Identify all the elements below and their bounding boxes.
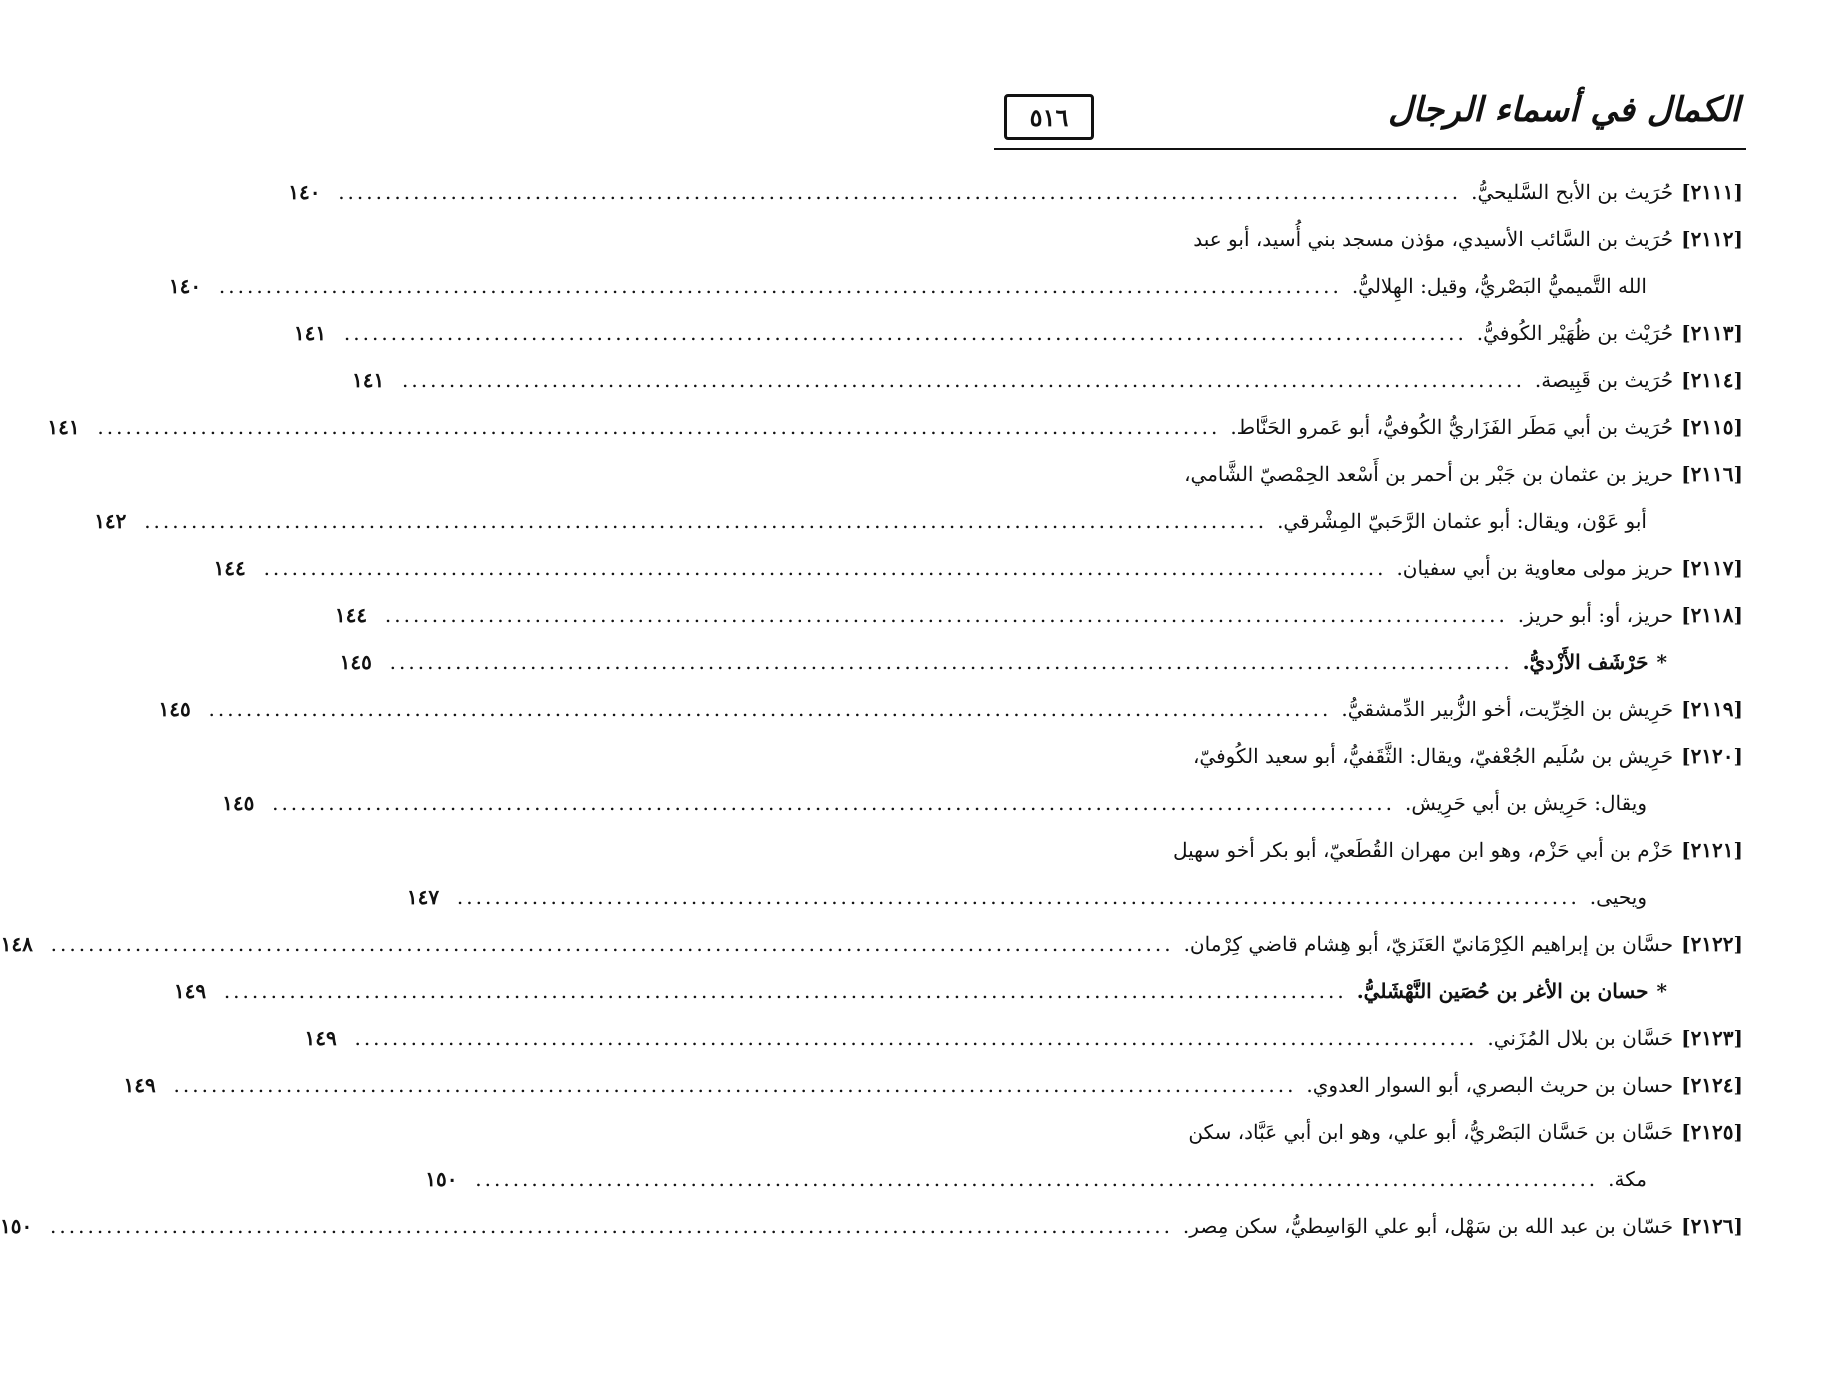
- index-entry: [352, 356, 1743, 403]
- entry-number: [٢١١٩]: [1681, 696, 1743, 721]
- entry-text: حَرِيش بن سُلَيم الجُعْفيّ، ويقال: الثَّقَفيُّ، أبو سعيد الكُوفيّ،: [1192, 743, 1674, 768]
- entry-number: [٢١٢٥]: [1681, 1119, 1743, 1144]
- entry-number: [٢١٢٠]: [1681, 743, 1743, 768]
- entry-number: [٢١١٢]: [1681, 226, 1743, 251]
- entry-text: حَزْم بن أبي حَزْم، وهو ابن مهران القُطَعيّ، أبو بكر أخو سهيل: [1173, 837, 1674, 862]
- asterisk-marker: *: [1656, 978, 1667, 1003]
- page-header: [994, 88, 1746, 150]
- entry-number: [٢١١٧]: [1681, 555, 1743, 580]
- entry-number: [٢١٢٣]: [1681, 1025, 1743, 1050]
- entry-text: حسان بن حريث البصري، أبو السوار العدوي.: [1306, 1072, 1674, 1097]
- page-reference: ١٥٠: [0, 1213, 33, 1238]
- page-reference: ١٤١: [352, 367, 385, 392]
- dot-leader: ........................................................................................................................: [343, 320, 1467, 345]
- index-entry: [213, 544, 1743, 591]
- dot-leader: ........................................................................................................................: [402, 367, 1525, 392]
- entry-number: [٢١١٣]: [1681, 320, 1743, 345]
- index-entries: [0, 168, 1743, 1249]
- entry-number: [٢١٢٤]: [1681, 1072, 1743, 1097]
- dot-leader: ........................................................................................................................: [263, 555, 1387, 580]
- asterisk-marker: *: [1656, 649, 1667, 674]
- page-reference: ١٤٩: [173, 978, 207, 1003]
- page-reference: ١٤٥: [339, 649, 372, 674]
- entry-text: حريز بن عثمان بن جَبْر بن أحمر بن أَسْعد الحِمْصيّ الشَّامي،: [1184, 461, 1674, 486]
- dot-leader: ........................................................................................................................: [456, 884, 1580, 909]
- dot-leader: ........................................................................................................................: [50, 931, 1174, 956]
- entry-text: حُرَيث بن قَبِيصة.: [1534, 367, 1674, 392]
- dot-leader: ........................................................................................................................: [50, 1213, 1173, 1238]
- dot-leader: ........................................................................................................................: [384, 602, 1508, 627]
- entry-number: [٢١٢٢]: [1681, 931, 1743, 956]
- starred-entry: [173, 967, 1743, 1014]
- entry-text: حريز، أو: أبو حريز.: [1517, 602, 1674, 627]
- page-reference: ١٤٠: [168, 273, 202, 298]
- entry-text: حُرَيْث بن ظُهَيْر الكُوفيُّ.: [1476, 320, 1674, 345]
- page-reference: ١٤٩: [304, 1025, 337, 1050]
- entry-number: [٢١١٥]: [1681, 414, 1743, 439]
- dot-leader: ........................................................................................................................: [272, 790, 1395, 815]
- index-entry: [47, 403, 1743, 450]
- page-reference: ١٤٧: [406, 884, 440, 909]
- index-entry: [995, 732, 1743, 779]
- entry-text: حسان بن الأغر بن حُصَين النَّهْشَليُّ.: [1356, 978, 1649, 1003]
- entry-text: حَرِيش بن الخِرِّيت، أخو الزُّبير الدِّمشقيُّ.: [1341, 696, 1674, 721]
- entry-number: [٢١٢٦]: [1681, 1213, 1743, 1238]
- page-number: ٥١٦: [1029, 102, 1069, 132]
- entry-text: حريز مولى معاوية بن أبي سفيان.: [1396, 555, 1674, 580]
- entry-text: أبو عَوْن، ويقال: أبو عثمان الرَّحَبيّ المِشْرقي.: [1277, 508, 1647, 533]
- entry-text: حَسَّان بن بلال المُزَني.: [1487, 1025, 1674, 1050]
- dot-leader: ........................................................................................................................: [389, 649, 1513, 674]
- page-reference: ١٤٩: [123, 1072, 156, 1097]
- entry-text: حُرَيث بن أبي مَطَر الفَزَاريُّ الكُوفيُّ، أبو عَمرو الحَنَّاط.: [1230, 414, 1674, 439]
- index-entry: [995, 826, 1743, 873]
- index-entry: [293, 309, 1743, 356]
- dot-leader: ........................................................................................................................: [338, 179, 1462, 204]
- page-reference: ١٤٥: [158, 696, 191, 721]
- page-reference: ١٤١: [47, 414, 80, 439]
- dot-leader: ........................................................................................................................: [144, 508, 1268, 533]
- index-entry: [995, 1108, 1743, 1155]
- entry-text: مكة.: [1608, 1166, 1647, 1191]
- index-entry: [334, 591, 1743, 638]
- dot-leader: ........................................................................................................................: [223, 978, 1347, 1003]
- entry-number: [٢١١٨]: [1681, 602, 1743, 627]
- entry-text: ويحيى.: [1589, 884, 1647, 909]
- entry-text: حُرَيث بن السَّائب الأسيدي، مؤذن مسجد بني أُسيد، أبو عبد: [1193, 226, 1674, 251]
- entry-text: حَسّان بن عبد الله بن سَهْل، أبو علي الوَاسِطيُّ، سكن مِصر.: [1182, 1213, 1674, 1238]
- dot-leader: ........................................................................................................................: [475, 1166, 1599, 1191]
- index-entry: [123, 1061, 1743, 1108]
- page-reference: ١٤٤: [213, 555, 246, 580]
- page-reference: ١٤١: [293, 320, 327, 345]
- index-entry-continuation: [94, 497, 1743, 544]
- page-reference: ١٤٤: [334, 602, 368, 627]
- index-entry: [995, 450, 1743, 497]
- page-reference: ١٤٢: [94, 508, 127, 533]
- dot-leader: ........................................................................................................................: [173, 1072, 1297, 1097]
- index-entry: [304, 1014, 1743, 1061]
- page-reference: ١٥٠: [425, 1166, 458, 1191]
- index-entry-continuation: [406, 873, 1743, 920]
- entry-number: [٢١٢١]: [1681, 837, 1743, 862]
- index-entry: [995, 215, 1743, 262]
- entry-text: حسَّان بن إبراهيم الكِرْمَانيّ العَنَزيّ، أبو هِشام قاضي كِرْمان.: [1183, 931, 1674, 956]
- page-number-box: [1004, 94, 1094, 140]
- entry-text: حَسَّان بن حَسَّان البَصْريُّ، أبو علي، وهو ابن أبي عَبَّاد، سكن: [1188, 1119, 1674, 1144]
- page-reference: ١٤٥: [222, 790, 255, 815]
- entry-text: ويقال: حَرِيش بن أبي حَرِيش.: [1404, 790, 1647, 815]
- page-reference: ١٤٨: [0, 931, 33, 956]
- starred-entry: [339, 638, 1743, 685]
- entry-text: حُرَيث بن الأبح السَّليحيُّ.: [1471, 179, 1674, 204]
- index-entry: [0, 1202, 1743, 1249]
- entry-text: حَرْشَف الأَزْديُّ.: [1522, 649, 1649, 674]
- index-entry-continuation: [168, 262, 1743, 309]
- index-entry: [288, 168, 1743, 215]
- page-reference: ١٤٠: [288, 179, 321, 204]
- dot-leader: ........................................................................................................................: [208, 696, 1332, 721]
- index-entry-continuation: [425, 1155, 1743, 1202]
- index-entry-continuation: [222, 779, 1743, 826]
- dot-leader: ........................................................................................................................: [218, 273, 1342, 298]
- entry-text: الله التَّميميُّ البَصْريُّ، وقيل: الهِلاليُّ.: [1351, 273, 1647, 298]
- entry-number: [٢١١٤]: [1681, 367, 1743, 392]
- dot-leader: ........................................................................................................................: [354, 1025, 1478, 1050]
- entry-number: [٢١١١]: [1681, 179, 1743, 204]
- dot-leader: ........................................................................................................................: [97, 414, 1221, 439]
- entry-number: [٢١١٦]: [1681, 461, 1743, 486]
- index-entry: [158, 685, 1743, 732]
- book-title: الكمال في أسماء الرجال: [1388, 90, 1740, 130]
- index-entry: [0, 920, 1743, 967]
